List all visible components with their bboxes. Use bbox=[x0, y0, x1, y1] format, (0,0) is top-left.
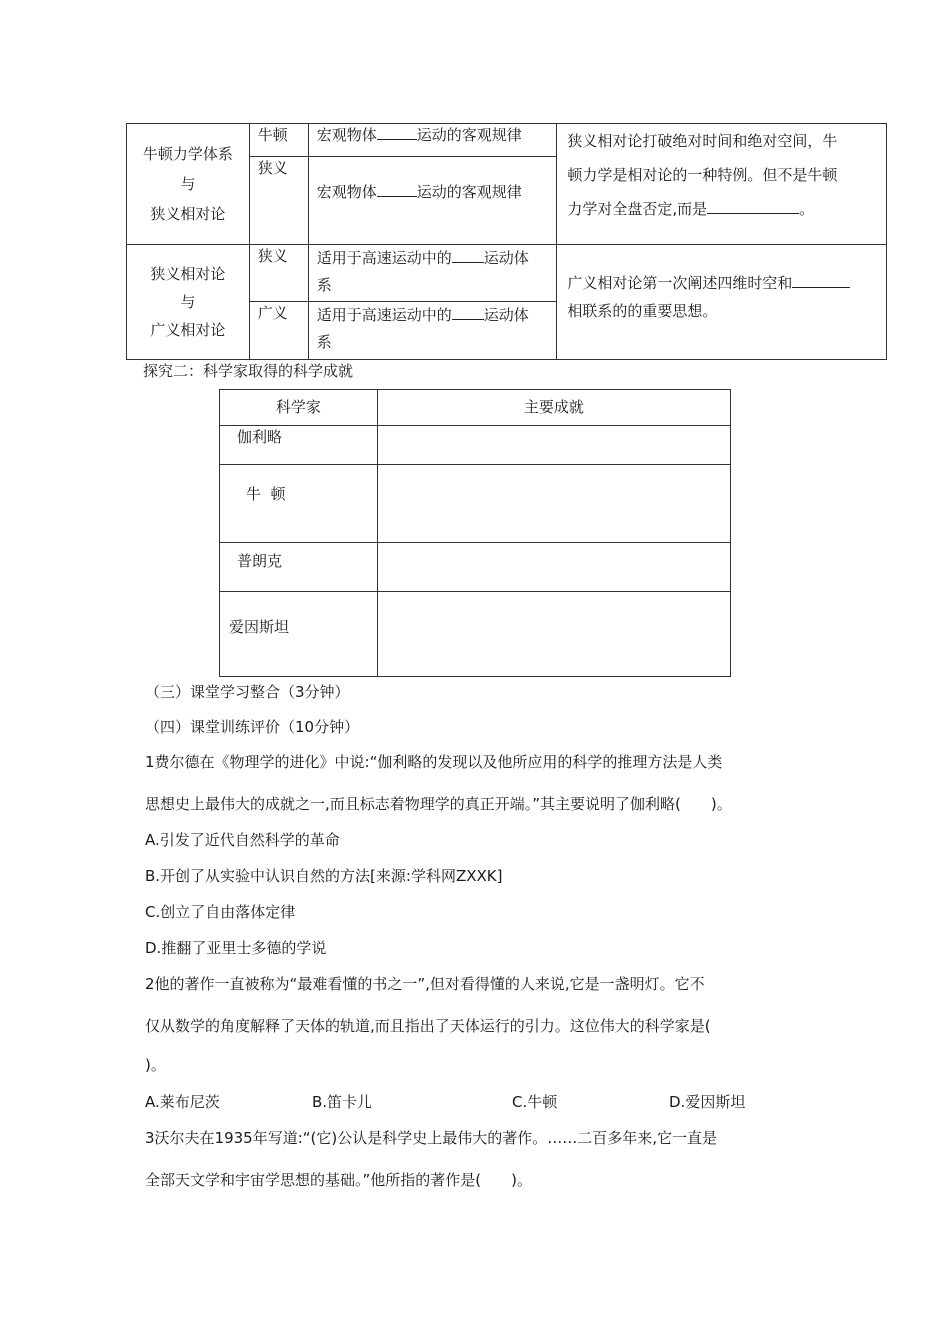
q3-line1: 3沃尔夫在1935年写道:“(它)公认是科学史上最伟大的著作。……二百多年来,它一直是 bbox=[145, 1129, 718, 1147]
group1-note: 狭义相对论打破绝对时间和绝对空间，牛 顿力学是相对论的一种特例。但不是牛顿 力学对全盘否定,而是 。 bbox=[557, 124, 887, 245]
q1-option-c[interactable]: C.创立了自由落体定律 bbox=[145, 903, 296, 921]
q1-line2: 思想史上最伟大的成就之一,而且标志着物理学的真正开端。”其主要说明了伽利略( )。 bbox=[145, 795, 732, 813]
fill-blank[interactable] bbox=[377, 182, 417, 197]
fill-blank[interactable] bbox=[452, 248, 484, 263]
group2-row2-text: 适用于高速运动中的 运动体 系 bbox=[308, 302, 557, 360]
group2-note: 广义相对论第一次阐述四维时空和 相联系的的重要思想。 bbox=[557, 245, 887, 360]
group1-sub1: 牛顿 bbox=[249, 124, 308, 157]
q1-option-b[interactable]: B.开创了从实验中认识自然的方法[来源:学科网ZXXK] bbox=[145, 867, 503, 885]
header-achievement: 主要成就 bbox=[377, 390, 730, 426]
q2-line1: 2他的著作一直被称为“最难看懂的书之一”,但对看得懂的人来说,它是一盏明灯。它不 bbox=[145, 975, 705, 993]
fill-blank[interactable] bbox=[377, 125, 417, 140]
scientist-name: 牛 顿 bbox=[220, 465, 378, 543]
fill-blank[interactable] bbox=[792, 273, 850, 288]
group2-row1-text: 适用于高速运动中的 运动体 系 bbox=[308, 245, 557, 302]
header-scientist: 科学家 bbox=[220, 390, 378, 426]
group2-sub2: 广义 bbox=[249, 302, 308, 360]
scientist-name: 伽利略 bbox=[220, 426, 378, 465]
q1-option-d[interactable]: D.推翻了亚里士多德的学说 bbox=[145, 939, 327, 957]
achievement-cell[interactable] bbox=[377, 465, 730, 543]
scientist-name: 爱因斯坦 bbox=[220, 592, 378, 677]
heading-4: （四）课堂训练评价（10分钟） bbox=[145, 718, 360, 736]
achievement-cell[interactable] bbox=[377, 543, 730, 592]
q2-line2: 仅从数学的角度解释了天体的轨道,而且指出了天体运行的引力。这位伟大的科学家是( bbox=[145, 1017, 711, 1035]
q2-option-b[interactable]: B.笛卡儿 bbox=[312, 1093, 373, 1111]
q2-option-d[interactable]: D.爱因斯坦 bbox=[669, 1093, 746, 1111]
q2-option-a[interactable]: A.莱布尼茨 bbox=[145, 1093, 220, 1111]
fill-blank[interactable] bbox=[452, 305, 484, 320]
section2-title: 探究二：科学家取得的科学成就 bbox=[143, 362, 354, 380]
q1-line1: 1费尔德在《物理学的进化》中说:“伽利略的发现以及他所应用的科学的推理方法是人类 bbox=[145, 753, 723, 771]
scientists-table bbox=[219, 389, 731, 677]
achievement-cell[interactable] bbox=[377, 426, 730, 465]
fill-blank[interactable] bbox=[707, 199, 799, 214]
q2-option-c[interactable]: C.牛顿 bbox=[512, 1093, 558, 1111]
q1-option-a[interactable]: A.引发了近代自然科学的革命 bbox=[145, 831, 340, 849]
group2-label: 狭义相对论 与 广义相对论 bbox=[127, 245, 250, 360]
heading-3: （三）课堂学习整合（3分钟） bbox=[145, 683, 350, 701]
q3-line2: 全部天文学和宇宙学思想的基础。”他所指的著作是( )。 bbox=[145, 1171, 532, 1189]
scientist-name: 普朗克 bbox=[220, 543, 378, 592]
group1-label: 牛顿力学体系 与 狭义相对论 bbox=[127, 124, 250, 245]
group1-sub2: 狭义 bbox=[249, 157, 308, 245]
comparison-table bbox=[126, 123, 887, 360]
q2-line3: )。 bbox=[145, 1056, 166, 1074]
group1-row2-text: 宏观物体 运动的客观规律 bbox=[308, 157, 557, 245]
achievement-cell[interactable] bbox=[377, 592, 730, 677]
group1-row1-text: 宏观物体 运动的客观规律 bbox=[308, 124, 557, 157]
group2-sub1: 狭义 bbox=[249, 245, 308, 302]
